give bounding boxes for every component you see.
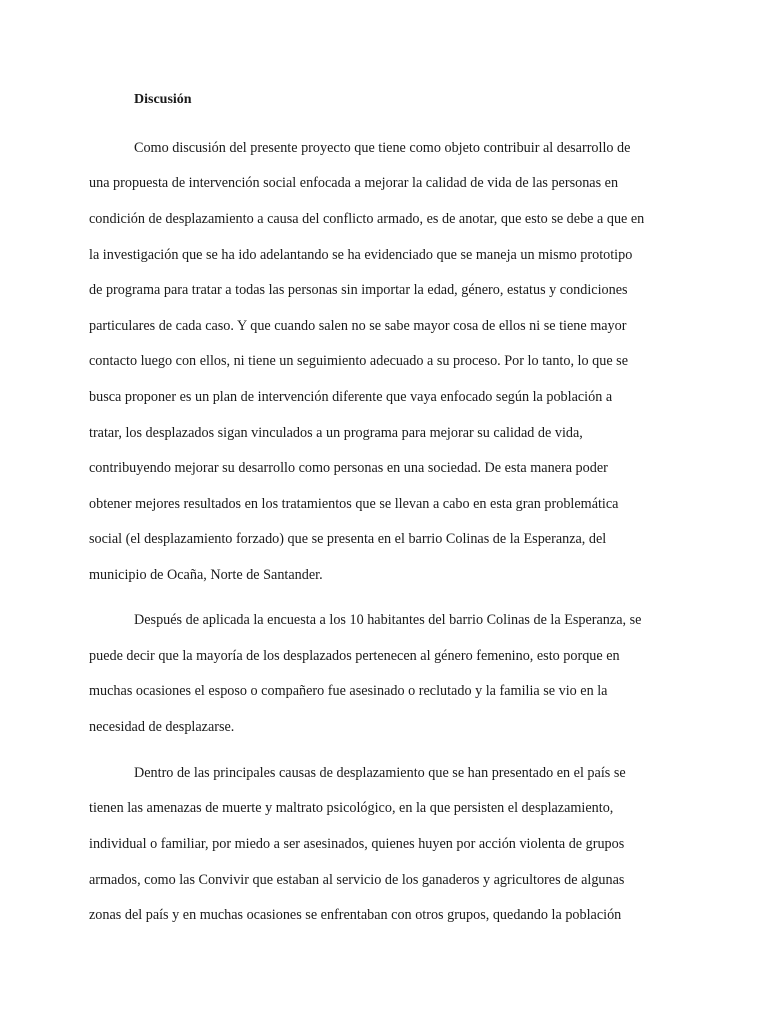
paragraph-line: necesidad de desplazarse. <box>89 719 235 735</box>
paragraph-line: Dentro de las principales causas de desplazamiento que se han presentado en el país se <box>134 765 626 781</box>
paragraph-line: la investigación que se ha ido adelantando se ha evidenciado que se maneja un mismo prototipo <box>89 247 633 263</box>
paragraph-line: municipio de Ocaña, Norte de Santander. <box>89 567 323 583</box>
paragraph-line: zonas del país y en muchas ocasiones se enfrentaban con otros grupos, quedando la población <box>89 907 622 923</box>
paragraph-line: social (el desplazamiento forzado) que se presenta en el barrio Colinas de la Esperanza, del <box>89 531 607 547</box>
section-heading: Discusión <box>134 92 192 107</box>
paragraph-line: Como discusión del presente proyecto que tiene como objeto contribuir al desarrollo de <box>134 140 631 156</box>
paragraph-line: condición de desplazamiento a causa del conflicto armado, es de anotar, que esto se debe a que en <box>89 211 645 227</box>
paragraph-line: puede decir que la mayoría de los desplazados pertenecen al género femenino, esto porque en <box>89 648 620 664</box>
paragraph-line: muchas ocasiones el esposo o compañero fue asesinado o reclutado y la familia se vio en la <box>89 683 608 699</box>
paragraph-line: contacto luego con ellos, ni tiene un seguimiento adecuado a su proceso. Por lo tanto, lo que se <box>89 353 628 369</box>
paragraph-line: particulares de cada caso. Y que cuando salen no se sabe mayor cosa de ellos ni se tiene mayor <box>89 318 627 334</box>
paragraph-line: de programa para tratar a todas las personas sin importar la edad, género, estatus y condiciones <box>89 282 628 298</box>
paragraph-line: tienen las amenazas de muerte y maltrato psicológico, en la que persisten el desplazamiento, <box>89 800 614 816</box>
paragraph-line: Después de aplicada la encuesta a los 10 habitantes del barrio Colinas de la Esperanza, se <box>134 612 642 628</box>
paragraph-line: individual o familiar, por miedo a ser asesinados, quienes huyen por acción violenta de grupos <box>89 836 625 852</box>
paragraph-line: busca proponer es un plan de intervención diferente que vaya enfocado según la población a <box>89 389 613 405</box>
paragraph-line: tratar, los desplazados sigan vinculados a un programa para mejorar su calidad de vida, <box>89 425 583 441</box>
paragraph-line: una propuesta de intervención social enfocada a mejorar la calidad de vida de las personas en <box>89 175 619 191</box>
paragraph-line: armados, como las Convivir que estaban al servicio de los ganaderos y agricultores de algunas <box>89 872 625 888</box>
paragraph-line: contribuyendo mejorar su desarrollo como personas en una sociedad. De esta manera poder <box>89 460 608 476</box>
paragraph-line: obtener mejores resultados en los tratamientos que se llevan a cabo en esta gran problemática <box>89 496 619 512</box>
